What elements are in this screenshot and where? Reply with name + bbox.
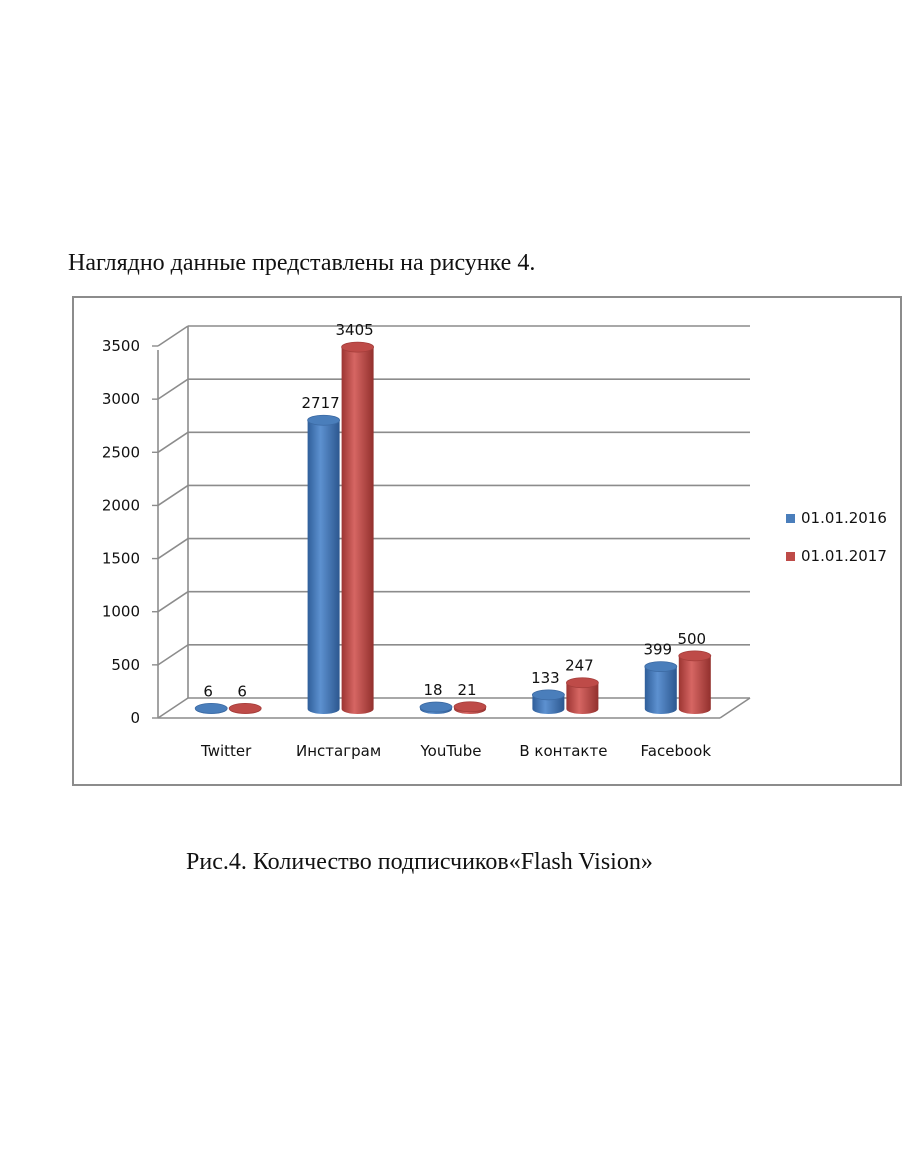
chart-frame	[72, 296, 902, 786]
bar-top-01.01.2017-Инстаграм	[342, 342, 374, 352]
data-label: 18	[423, 681, 443, 700]
bar-top-01.01.2016-YouTube	[420, 702, 452, 712]
bar-01.01.2017-Facebook	[679, 656, 711, 714]
y-tick-label: 2500	[101, 443, 140, 462]
data-label: 500	[677, 629, 707, 648]
x-tick-label: Twitter	[201, 742, 252, 760]
bar-top-01.01.2016-Facebook	[645, 662, 677, 672]
x-tick-label: YouTube	[420, 742, 482, 760]
gridline-side	[158, 698, 188, 718]
data-label: 6	[203, 682, 213, 701]
bar-top-01.01.2017-Facebook	[679, 651, 711, 661]
gridline-side	[158, 539, 188, 559]
bar-top-01.01.2017-YouTube	[454, 702, 486, 712]
bar-top-01.01.2016-В контакте	[532, 690, 564, 700]
gridline-side	[158, 645, 188, 665]
gridline-side	[158, 326, 188, 346]
y-tick-label: 1000	[101, 602, 140, 621]
y-tick-label: 1500	[101, 549, 140, 568]
y-tick-label: 2000	[101, 496, 140, 515]
legend-swatch-01.01.2016	[786, 514, 795, 523]
floor-right-edge	[720, 698, 750, 718]
intro-text: Наглядно данные представлены на рисунке 4.	[68, 250, 536, 276]
bar-top-01.01.2017-В контакте	[566, 678, 598, 688]
bar-chart	[74, 298, 900, 784]
figure-caption: Рис.4. Количество подписчиков«Flash Vision»	[186, 849, 653, 875]
data-label: 21	[457, 680, 477, 699]
legend-label: 01.01.2016	[801, 509, 887, 527]
x-tick-label: Facebook	[640, 742, 712, 760]
x-tick-label: В контакте	[519, 742, 608, 760]
y-tick-label: 0	[130, 709, 140, 727]
y-tick-label: 3000	[101, 390, 140, 409]
bar-top-01.01.2016-Инстаграм	[308, 415, 340, 425]
gridline-side	[158, 379, 188, 399]
data-label: 247	[565, 656, 594, 675]
x-tick-label: Инстаграм	[296, 742, 382, 760]
legend-label: 01.01.2017	[801, 547, 887, 565]
legend-swatch-01.01.2017	[786, 552, 795, 561]
data-label: 133	[531, 668, 560, 687]
data-label: 6	[237, 682, 247, 701]
bar-01.01.2016-Facebook	[645, 667, 677, 714]
data-label: 3405	[335, 321, 374, 340]
gridline-side	[158, 432, 188, 452]
y-tick-label: 3500	[101, 337, 140, 355]
bar-top-01.01.2017-Twitter	[229, 703, 261, 713]
gridline-side	[158, 485, 188, 505]
y-tick-label: 500	[111, 655, 140, 674]
bar-01.01.2016-Инстаграм	[308, 420, 340, 714]
bar-top-01.01.2016-Twitter	[195, 703, 227, 713]
data-label: 2717	[301, 394, 340, 413]
gridline-side	[158, 592, 188, 612]
bar-01.01.2017-Инстаграм	[342, 347, 374, 714]
data-label: 399	[643, 640, 673, 659]
